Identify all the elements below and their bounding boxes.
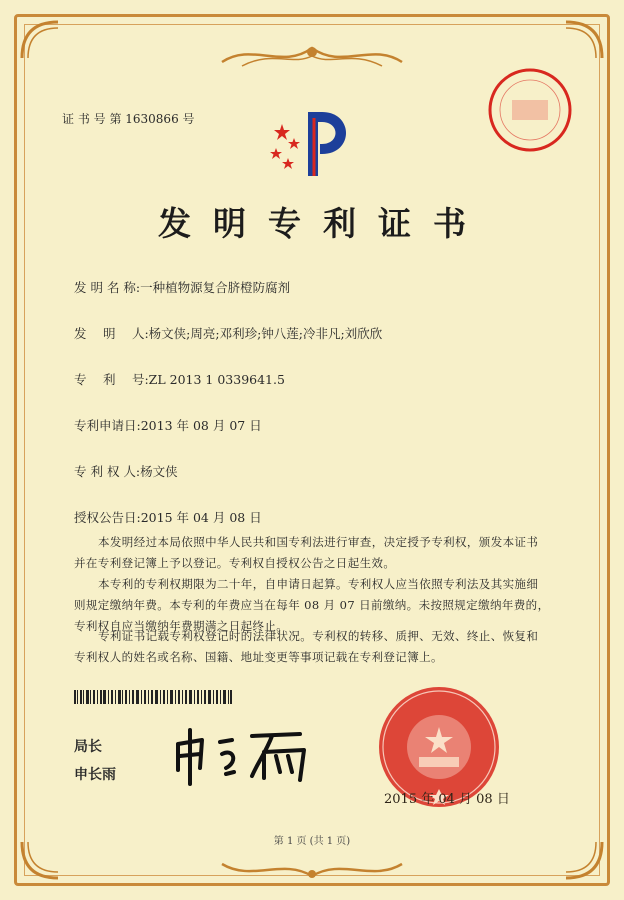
field-value: 杨文侠;周亮;邓利珍;钟八莲;冷非凡;刘欣欣: [148, 326, 383, 341]
field-patent-number: [74, 370, 285, 388]
field-application-date: [74, 416, 262, 434]
corner-ornament: [560, 18, 606, 64]
certificate-number: 证 书 号 第 1630866 号: [62, 112, 195, 126]
notice-paragraph: 专利证书记载专利权登记时的法律状况。专利权的转移、质押、无效、终止、恢复和专利权人的姓名或名称、国籍、地址变更等事项记载在专利登记簿上。: [74, 629, 539, 664]
field-patentee: [74, 462, 178, 480]
field-label: 授权公告日:: [74, 510, 141, 525]
field-value: 2013 年 08 月 07 日: [140, 418, 262, 433]
agency-seal: [486, 66, 574, 154]
field-value: 杨文侠: [140, 464, 178, 479]
director-title: 局长: [74, 739, 102, 755]
patent-office-logo: [262, 104, 362, 180]
field-label: 发 明 人:: [74, 326, 149, 341]
field-value: 一种植物源复合脐橙防腐剂: [140, 280, 291, 295]
certificate-title: 发明专利证书: [158, 204, 488, 243]
issue-date: 2015 年 04 月 08 日: [384, 792, 510, 807]
bottom-ornament: [212, 858, 412, 884]
field-value: 2015 年 04 月 08 日: [140, 510, 262, 525]
page-footer: 第 1 页 (共 1 页): [273, 836, 351, 847]
field-grant-date: [74, 508, 262, 526]
director-signature: [168, 722, 318, 788]
field-invention-name: [74, 278, 290, 296]
corner-ornament: [18, 18, 64, 64]
barcode: [74, 690, 232, 704]
notice-paragraph: 本发明经过本局依照中华人民共和国专利法进行审查，决定授予专利权，颁发本证书并在专利登记簿上予以登记。专利权自授权公告之日起生效。: [74, 535, 539, 570]
field-label: 专 利 号:: [74, 372, 149, 387]
field-label: 专利申请日:: [74, 418, 141, 433]
director-name: 申长雨: [74, 767, 116, 783]
field-label: 专 利 权 人:: [74, 464, 141, 479]
field-label: 发 明 名 称:: [74, 280, 141, 295]
top-ornament: [212, 40, 412, 70]
notice-paragraph: 本专利的专利权期限为二十年，自申请日起算。专利权人应当依照专利法及其实施细则规定缴纳年费。本专利的年费应当在每年 08 月 07 日前缴纳。未按照规定缴纳年费的，专利权自应当缴纳年费期满之日起终止。: [74, 577, 550, 633]
field-inventors: [74, 324, 382, 342]
field-value: ZL 2013 1 0339641.5: [148, 372, 285, 387]
